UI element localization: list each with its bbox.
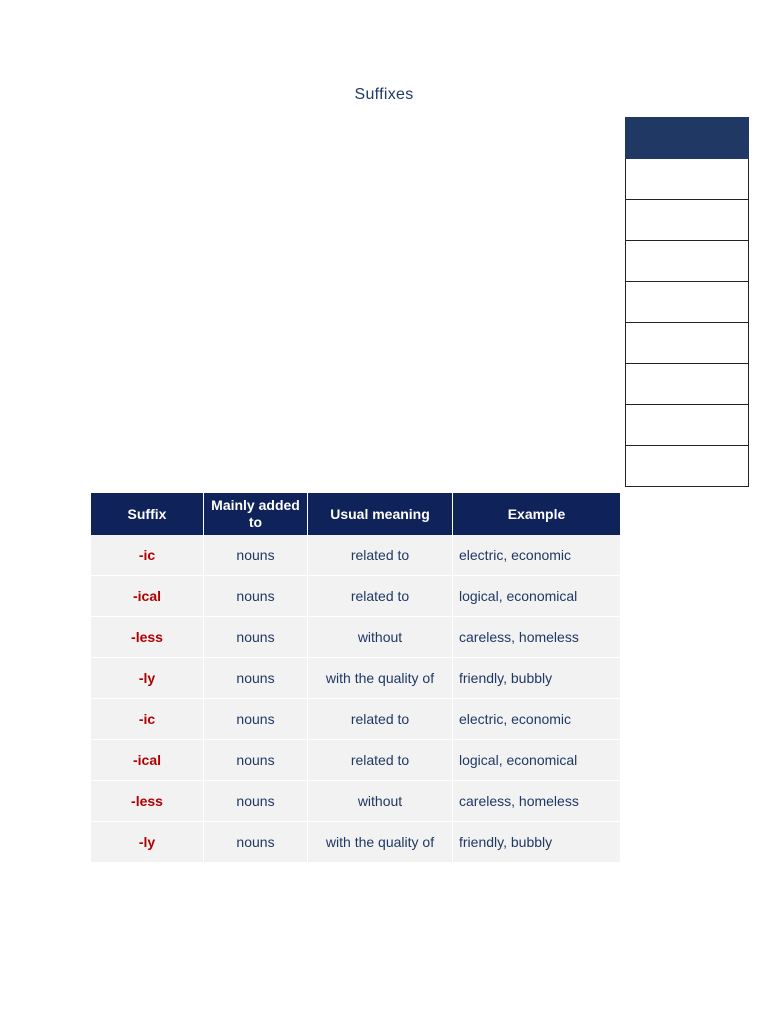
side-table-cell [625, 282, 749, 323]
added-to-cell: nouns [204, 699, 308, 739]
suffix-table [91, 493, 620, 863]
meaning-cell: without [308, 617, 453, 657]
meaning-cell: without [308, 781, 453, 821]
page-title: Suffixes [354, 86, 414, 103]
table-header-row [91, 493, 620, 535]
example-cell: friendly, bubbly [459, 670, 553, 686]
meaning-cell: related to [308, 699, 453, 739]
example-cell: logical, economical [459, 752, 578, 768]
side-table-cell [625, 446, 749, 487]
suffix-cell: -ic [91, 699, 204, 739]
table-row [91, 740, 620, 781]
example-cell: careless, homeless [459, 629, 579, 645]
header-example: Example [507, 505, 566, 522]
side-table-header [625, 117, 749, 159]
side-table-cell [625, 200, 749, 241]
meaning-cell: with the quality of [308, 658, 453, 698]
side-table-cell [625, 323, 749, 364]
added-to-cell: nouns [204, 617, 308, 657]
example-cell: electric, economic [459, 711, 572, 727]
added-to-cell: nouns [204, 822, 308, 862]
example-cell: careless, homeless [459, 793, 579, 809]
table-row [91, 535, 620, 576]
side-table-cell [625, 405, 749, 446]
added-to-cell: nouns [204, 535, 308, 575]
suffix-cell: -less [91, 781, 204, 821]
added-to-cell: nouns [204, 576, 308, 616]
side-table-cell [625, 364, 749, 405]
suffix-cell: -ly [91, 658, 204, 698]
table-row [91, 699, 620, 740]
table-row [91, 781, 620, 822]
meaning-cell: related to [308, 576, 453, 616]
meaning-cell: related to [308, 535, 453, 575]
meaning-cell: with the quality of [308, 822, 453, 862]
side-table-cell [625, 159, 749, 200]
header-suffix: Suffix [91, 493, 204, 535]
table-row [91, 822, 620, 863]
added-to-cell: nouns [204, 658, 308, 698]
suffix-cell: -ly [91, 822, 204, 862]
example-cell: electric, economic [459, 547, 572, 563]
table-row [91, 576, 620, 617]
header-mainly-added-to: Mainly added to [204, 493, 308, 535]
table-row [91, 617, 620, 658]
suffix-cell: -less [91, 617, 204, 657]
header-usual-meaning: Usual meaning [308, 493, 453, 535]
table-row [91, 658, 620, 699]
suffix-cell: -ic [91, 535, 204, 575]
suffix-cell: -ical [91, 740, 204, 780]
example-cell: friendly, bubbly [459, 834, 553, 850]
example-cell: logical, economical [459, 588, 578, 604]
side-table-cell [625, 241, 749, 282]
meaning-cell: related to [308, 740, 453, 780]
added-to-cell: nouns [204, 781, 308, 821]
suffix-cell: -ical [91, 576, 204, 616]
empty-side-table [625, 117, 749, 487]
added-to-cell: nouns [204, 740, 308, 780]
